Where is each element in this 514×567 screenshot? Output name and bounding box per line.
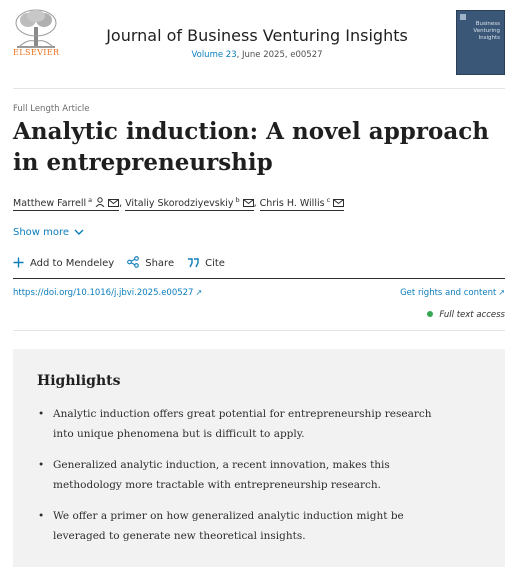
highlights-heading: Highlights (37, 373, 121, 389)
add-to-mendeley-label: Add to Mendeley (30, 258, 115, 269)
author-link[interactable] (260, 196, 344, 211)
author-affiliation: b (235, 196, 240, 204)
plus-icon (13, 257, 24, 268)
highlights-list (37, 404, 437, 557)
author-affiliation: a (88, 196, 93, 204)
author-link[interactable] (125, 196, 254, 211)
issue-details: , June 2025, e00527 (236, 50, 323, 60)
access-label: Full text access (439, 310, 505, 320)
author-link[interactable] (13, 196, 119, 211)
doi-text: https://doi.org/10.1016/j.jbvi.2025.e00527 (13, 288, 194, 298)
author-affiliation: c (326, 196, 331, 204)
divider (13, 278, 505, 279)
external-link-icon: ↗ (498, 288, 505, 297)
divider (13, 330, 505, 331)
publisher-name: ELSEVIER (13, 48, 60, 57)
journal-cover[interactable] (456, 10, 505, 75)
envelope-icon (333, 199, 344, 207)
list-item: • We offer a primer on how generalized analytic induction might be leveraged to generate new theoretical insights. (37, 506, 437, 546)
add-to-mendeley-button[interactable] (13, 257, 114, 269)
share-button[interactable] (127, 256, 174, 269)
article-type: Full Length Article (13, 104, 90, 114)
journal-masthead (0, 0, 514, 88)
envelope-icon (108, 199, 119, 207)
article-actions (13, 256, 238, 269)
rights-text: Get rights and content (400, 288, 497, 298)
divider (13, 88, 505, 89)
external-link-icon: ↗ (195, 288, 203, 297)
author-separator: , (253, 198, 257, 209)
rights-link[interactable] (400, 288, 505, 298)
cover-title: Business Venturing Insights (473, 21, 500, 41)
highlights-panel (13, 349, 505, 567)
envelope-icon (243, 199, 254, 207)
share-icon (127, 256, 139, 268)
author-name: Vitaliy Skorodziyevskiy (125, 198, 234, 209)
share-label: Share (145, 258, 175, 269)
article-title: Analytic induction: A novel approach in entrepreneurship (13, 118, 489, 176)
author-list (13, 196, 344, 211)
journal-title[interactable]: Journal of Business Venturing Insights (106, 26, 408, 45)
author-name: Chris H. Willis (259, 198, 325, 209)
elsevier-tree-icon (13, 9, 59, 49)
show-more-label: Show more (13, 227, 70, 238)
journal-issue-info (90, 50, 424, 60)
list-item: • Analytic induction offers great potential for entrepreneurship research into unique phenomena but is difficult to apply. (37, 404, 437, 444)
doi-link[interactable] (13, 288, 202, 298)
author-name: Matthew Farrell (13, 198, 87, 209)
chevron-down-icon (74, 229, 84, 235)
cover-logo-mark (460, 14, 466, 20)
quote-icon (187, 258, 199, 268)
author-separator: , (119, 198, 123, 209)
cite-button[interactable] (187, 258, 225, 269)
show-more-button[interactable] (13, 227, 84, 238)
access-status (427, 310, 505, 320)
green-dot-icon (427, 311, 433, 317)
list-item: • Generalized analytic induction, a recent innovation, makes this methodology more tractable with entrepreneurship research. (37, 455, 437, 495)
volume-link[interactable]: Volume 23 (191, 50, 237, 60)
cite-label: Cite (205, 258, 225, 269)
person-icon (95, 197, 105, 207)
